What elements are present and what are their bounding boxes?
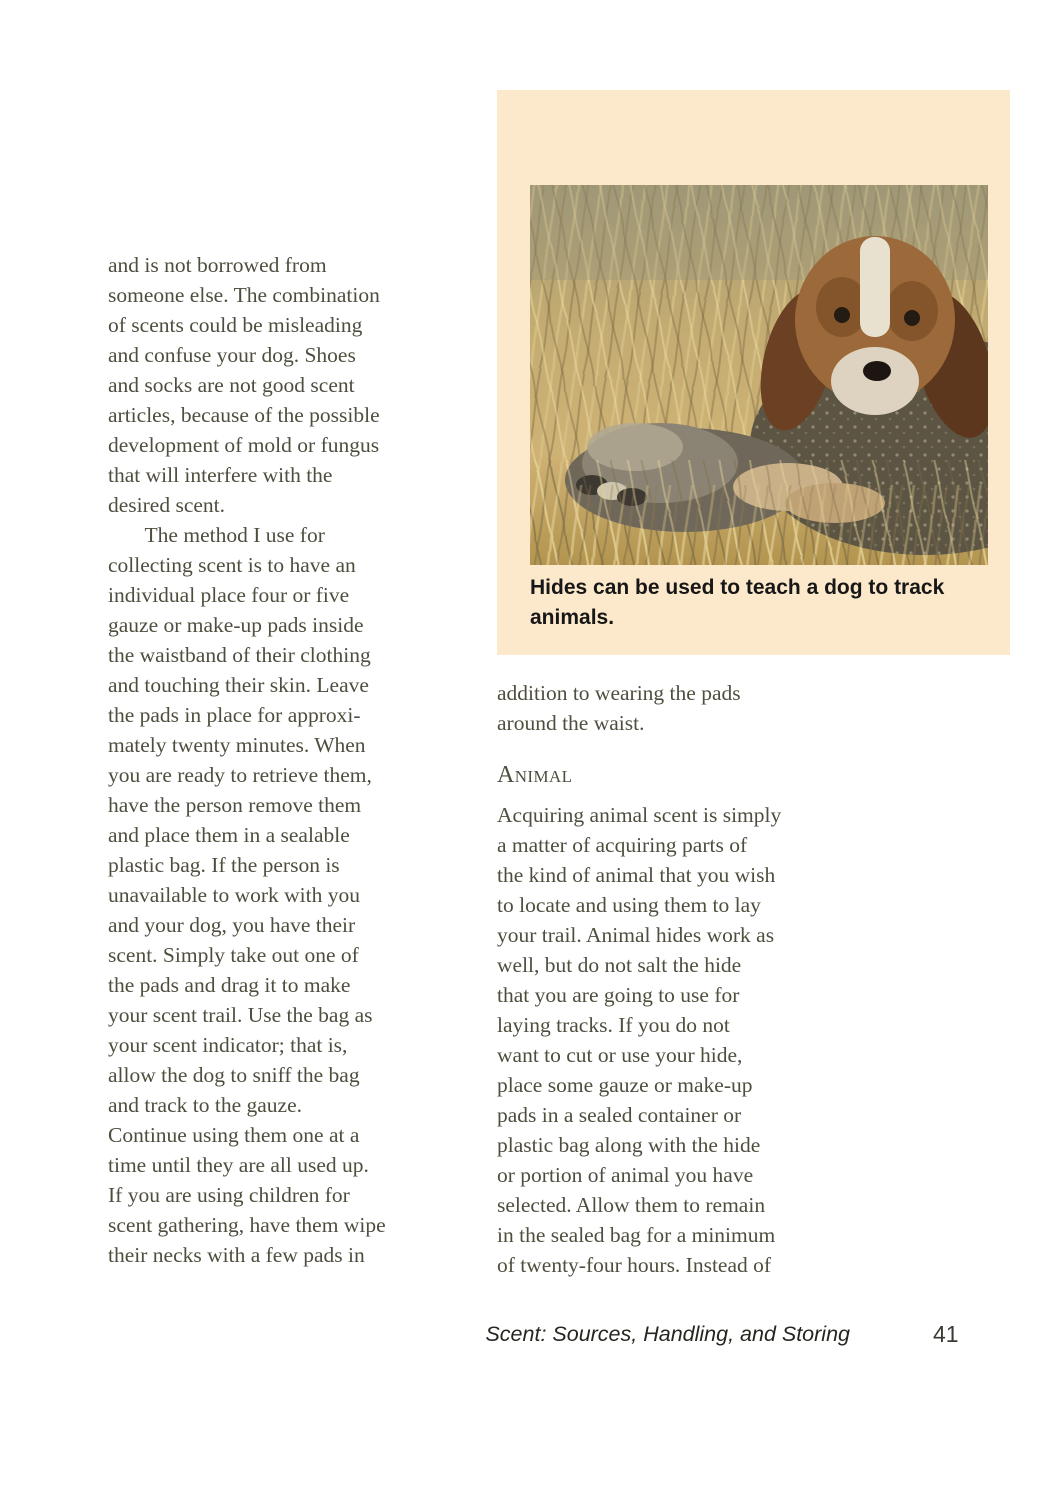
text-line: scent. Simply take out one of (108, 943, 359, 967)
paragraph (108, 520, 478, 1270)
footer-chapter-title: Scent: Sources, Handling, and Storing (485, 1322, 850, 1346)
text-line: your scent indicator; that is, (108, 1033, 348, 1057)
text-line: and track to the gauze. (108, 1093, 303, 1117)
text-line: Continue using them one at a (108, 1123, 360, 1147)
text-line: a matter of acquiring parts of (497, 833, 748, 857)
right-column (497, 678, 877, 1280)
text-line: well, but do not salt the hide (497, 953, 742, 977)
paragraph (108, 250, 478, 520)
text-line: scent gathering, have them wipe (108, 1213, 386, 1237)
text-line: individual place four or five (108, 583, 350, 607)
text-line: place some gauze or make-up (497, 1073, 753, 1097)
text-line: have the person remove them (108, 793, 362, 817)
text-line: plastic bag along with the hide (497, 1133, 761, 1157)
text-line: in the sealed bag for a minimum (497, 1223, 776, 1247)
text-line: mately twenty minutes. When (108, 733, 366, 757)
text-line: that will interfere with the (108, 463, 333, 487)
text-line: that you are going to use for (497, 983, 740, 1007)
photo-caption (530, 573, 970, 633)
text-line: Acquiring animal scent is simply (497, 803, 782, 827)
text-line: and place them in a sealable (108, 823, 350, 847)
text-line: unavailable to work with you (108, 883, 360, 907)
text-line: animals. (530, 606, 615, 629)
text-line: someone else. The combination (108, 283, 380, 307)
text-line: pads in a sealed container or (497, 1103, 742, 1127)
text-line: collecting scent is to have an (108, 553, 356, 577)
text-line: to locate and using them to lay (497, 893, 761, 917)
text-line: or portion of animal you have (497, 1163, 754, 1187)
text-line: your scent trail. Use the bag as (108, 1003, 373, 1027)
text-line: and confuse your dog. Shoes (108, 343, 356, 367)
section-heading-animal: Animal (497, 762, 573, 788)
text-line: desired scent. (108, 493, 226, 517)
text-line: you are ready to retrieve them, (108, 763, 372, 787)
text-line: The method I use for (144, 523, 325, 547)
text-line: around the waist. (497, 711, 645, 735)
paragraph (497, 678, 877, 738)
text-line: time until they are all used up. (108, 1153, 369, 1177)
text-line: the kind of animal that you wish (497, 863, 776, 887)
text-line: want to cut or use your hide, (497, 1043, 743, 1067)
text-line: addition to wearing the pads (497, 681, 741, 705)
text-line: allow the dog to sniff the bag (108, 1063, 360, 1087)
dog-photo-illustration (530, 185, 988, 565)
text-line: your trail. Animal hides work as (497, 923, 775, 947)
photo-panel (497, 90, 1010, 655)
text-line: the waistband of their clothing (108, 643, 371, 667)
text-line: and touching their skin. Leave (108, 673, 369, 697)
paragraph (497, 800, 877, 1280)
text-line: and is not borrowed from (108, 253, 327, 277)
dog-photo (530, 185, 988, 565)
text-line: of twenty-four hours. Instead of (497, 1253, 772, 1277)
text-line: articles, because of the possible (108, 403, 380, 427)
text-line: selected. Allow them to remain (497, 1193, 766, 1217)
page-number: 41 (933, 1321, 959, 1347)
text-line: Hides can be used to teach a dog to track (530, 576, 945, 599)
text-line: of scents could be misleading (108, 313, 363, 337)
left-column (108, 250, 478, 1270)
text-line: plastic bag. If the person is (108, 853, 340, 877)
text-line: the pads and drag it to make (108, 973, 351, 997)
text-line: their necks with a few pads in (108, 1243, 365, 1267)
text-line: and your dog, you have their (108, 913, 356, 937)
text-line: laying tracks. If you do not (497, 1013, 730, 1037)
text-line: and socks are not good scent (108, 373, 355, 397)
text-line: gauze or make-up pads inside (108, 613, 364, 637)
text-line: If you are using children for (108, 1183, 350, 1207)
text-line: the pads in place for approxi- (108, 703, 361, 727)
text-line: development of mold or fungus (108, 433, 380, 457)
